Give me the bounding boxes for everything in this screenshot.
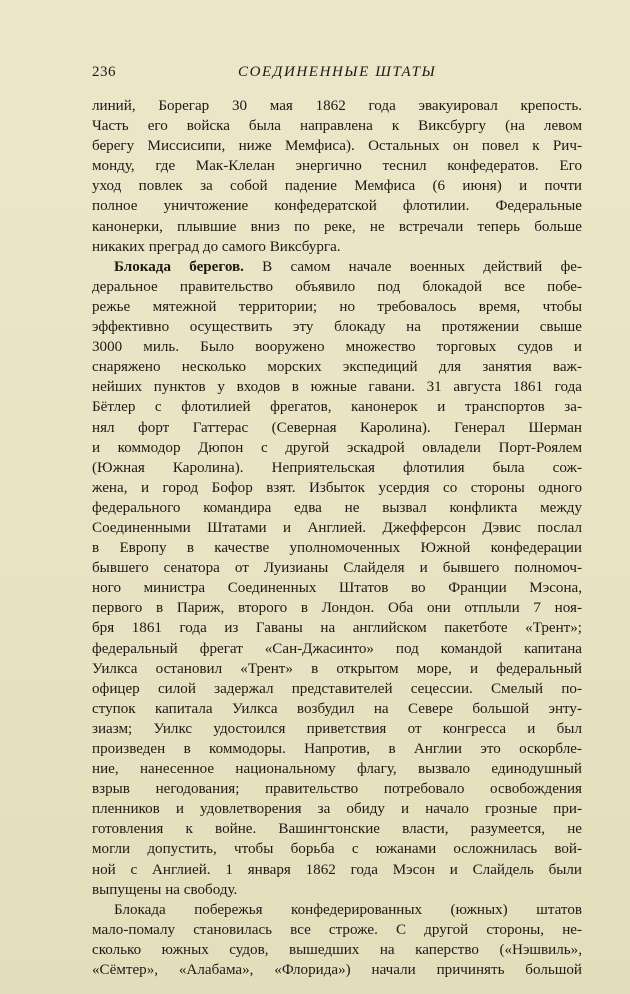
text-line: бывшего сенатора от Луизианы Слайделя и бывшего полномоч-: [92, 560, 582, 577]
text-line: сколько южных судов, вышедших на каперство («Нэшвиль»,: [92, 941, 582, 958]
text-line: ного министра Соединенных Штатов во Франции Мэсона,: [92, 580, 582, 597]
body-text: [92, 96, 582, 980]
text-line: взрыв негодования; правительство потребовало освобождения: [92, 781, 582, 798]
text-line: монду, где Мак-Клелан энергично теснил конфедератов. Его: [92, 158, 582, 175]
text-line: ние, нанесенное национальному флагу, вызвало единодушный: [92, 761, 582, 778]
section-heading: Блокада берегов.: [114, 258, 244, 275]
text-line: снаряжено несколько морских экспедиций для занятия важ-: [92, 359, 582, 376]
text-line: и коммодор Дюпон с другой эскадрой овладели Порт-Роялем: [92, 439, 582, 456]
text-line: режье мятежной территории; но требовалось время, чтобы: [92, 298, 582, 315]
text-line: произведен в коммодоры. Напротив, в Англии это оскорбле-: [92, 741, 582, 757]
text-line: ной с Англией. 1 января 1862 года Мэсон и Слайдель были: [92, 861, 582, 878]
text-line: (Южная Каролина). Неприятельская флотилия была сож-: [92, 459, 582, 476]
text-line: пленников и удовлетворения за обиду и начало грозные при-: [92, 801, 582, 818]
section-heading-line: [92, 257, 582, 277]
text-line: в Европу в качестве уполномоченных Южной конфедерации: [92, 540, 582, 557]
text-line: жена, и город Бофор взят. Избыток усердия со стороны одного: [92, 479, 582, 496]
text-line: мало-помалу становилась все строже. С другой стороны, не-: [92, 921, 582, 938]
text-line: канонерки, плывшие вниз по реке, не встречали теперь больше: [92, 218, 582, 235]
text-line: бря 1861 года из Гаваны на английском пакетботе «Трент»;: [92, 620, 582, 637]
text-line: Часть его войска была направлена к Виксбургу (на левом: [92, 118, 582, 135]
text-line: деральное правительство объявило под блокадой все побе-: [92, 278, 582, 295]
text-line: 3000 миль. Было вооружено множество торговых судов и: [92, 339, 582, 356]
text-line: Блокада побережья конфедерированных (южных) штатов: [114, 901, 582, 918]
running-title: СОЕДИНЕННЫЕ ШТАТЫ: [238, 64, 437, 80]
text-line: могли допустить, чтобы борьба с южанами осложнилась вой-: [92, 841, 582, 858]
text-line-rest: В самом начале военных действий фе-: [243, 258, 582, 275]
page-number: 236: [92, 64, 116, 80]
text-line: федеральный фрегат «Сан-Джасинто» под командой капитана: [92, 640, 582, 657]
text-line: берегу Миссисипи, ниже Мемфиса). Остальных он повел к Рич-: [92, 138, 582, 155]
text-line: эффективно осуществить эту блокаду на протяжении свыше: [92, 319, 582, 336]
text-line: выпущены на свободу.: [92, 881, 238, 898]
text-line: первого в Париж, второго в Лондон. Оба они отплыли 7 ноя-: [92, 600, 582, 617]
text-line: линий, Борегар 30 мая 1862 года эвакуировал крепость.: [92, 98, 582, 114]
text-line: Бётлер с флотилией фрегатов, канонерок и транспортов за-: [92, 399, 582, 416]
text-line: нял форт Гаттерас (Северная Каролина). Генерал Шерман: [92, 419, 582, 436]
text-line: зиазм; Уилкс удостоился приветствия от конгресса и был: [92, 720, 582, 737]
text-line: готовления к войне. Вашингтонские власти, разумеется, не: [92, 821, 582, 838]
text-line: уход повлек за собой падение Мемфиса (6 июня) и почти: [92, 178, 582, 195]
text-line: полное уничтожение конфедератской флотилии. Федеральные: [92, 198, 582, 215]
page-header: [92, 64, 582, 86]
text-line: «Сёмтер», «Алабама», «Флорида») начали причинять большой: [92, 962, 582, 979]
text-line: Уилкса остановил «Трент» в открытом море, и федеральный: [92, 660, 582, 677]
text-line: Соединенными Штатами и Англией. Джефферсон Дэвис послал: [92, 519, 582, 536]
text-line: ступок капитала Уилкса возбудил на Севере большой энту-: [92, 700, 582, 717]
text-line: нейших пунктов у входов в южные гавани. 31 августа 1861 года: [92, 379, 582, 396]
text-line: федерального командира едва не вызвал конфликта между: [92, 499, 582, 516]
text-line: офицер силой задержал представителей сецессии. Смелый по-: [92, 680, 582, 697]
text-line: никаких преград до самого Виксбурга.: [92, 238, 341, 255]
